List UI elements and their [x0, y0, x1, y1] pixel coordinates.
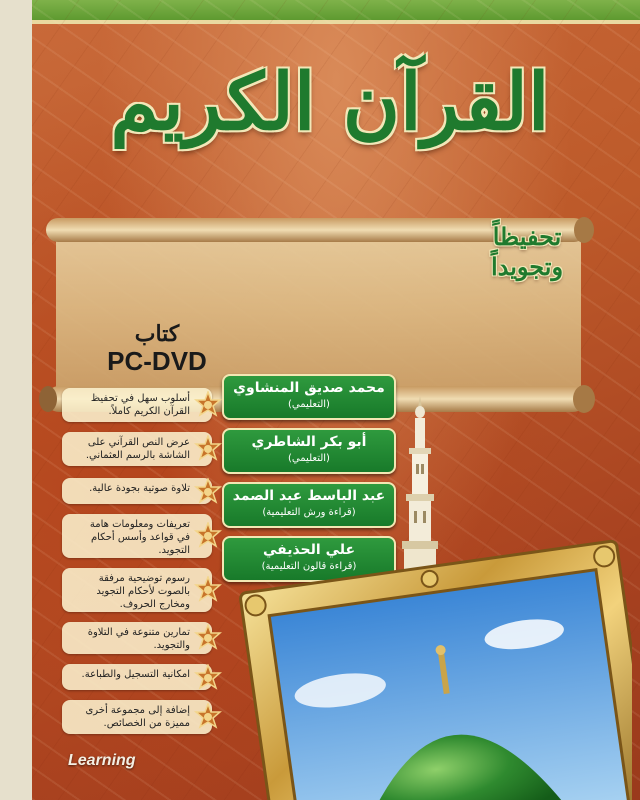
book-cover	[32, 0, 640, 800]
star-ornament-icon	[194, 478, 222, 506]
star-ornament-icon	[194, 664, 222, 692]
feature-item	[62, 478, 222, 504]
book-subtitle	[472, 222, 582, 282]
publisher-logo-text: Learning	[68, 752, 136, 769]
book-label-arabic: كتاب	[134, 321, 180, 346]
reciter-badge	[222, 482, 396, 528]
reciter-name: أبو بكر الشاطري	[251, 434, 367, 450]
feature-item	[62, 432, 222, 466]
feature-text: امكانية التسجيل والطباعة.	[81, 669, 190, 680]
book-title: القرآن الكريم	[110, 57, 550, 148]
reciter-role: (التعليمي)	[288, 399, 330, 410]
subtitle-line-2: وتجويداً	[490, 252, 564, 281]
reciter-badge	[222, 374, 396, 420]
star-ornament-icon	[194, 624, 222, 652]
framed-dome-picture	[228, 528, 632, 800]
feature-item	[62, 514, 222, 558]
book-label-pcdvd: PC-DVD	[107, 346, 207, 377]
star-ornament-icon	[194, 435, 222, 463]
reciter-badge	[222, 428, 396, 474]
feature-item	[62, 388, 222, 422]
star-ornament-icon	[194, 703, 222, 731]
book-format-label	[72, 322, 242, 377]
publisher-logo	[68, 752, 136, 770]
feature-text: عرض النص القرآني على الشاشة بالرسم العثماني.	[85, 437, 190, 461]
subtitle-line-1: تحفيظاً	[492, 222, 562, 251]
reciter-name: محمد صديق المنشاوي	[233, 380, 385, 396]
feature-text: أسلوب سهل في تحفيظ القرآن الكريم كاملاً.	[90, 393, 190, 417]
star-ornament-icon	[194, 522, 222, 550]
feature-text: تعريفات ومعلومات هامة في قواعد وأسس أحكام التجويد.	[89, 519, 190, 556]
star-ornament-icon	[194, 391, 222, 419]
feature-text: تلاوة صوتية بجودة عالية.	[89, 483, 190, 494]
reciter-role: (التعليمي)	[288, 453, 330, 464]
reciter-role: (قراءة ورش التعليمية)	[262, 507, 356, 518]
feature-item	[62, 664, 222, 690]
reciter-name: عبد الباسط عبد الصمد	[232, 488, 386, 504]
feature-item	[62, 568, 222, 612]
feature-text: إضافة إلى مجموعة أخرى مميزة من الخصائص.	[85, 705, 190, 729]
reciter-role: (قراءة قالون التعليمية)	[261, 561, 357, 572]
feature-item	[62, 700, 222, 734]
feature-item	[62, 622, 222, 654]
reciter-name: علي الحذيفي	[262, 542, 356, 558]
feature-text: رسوم توضيحية مرفقة بالصوت لأحكام التجويد ومخارج الحروف.	[96, 573, 190, 610]
feature-text: تمارين متنوعة في التلاوة والتجويد.	[87, 627, 190, 651]
star-ornament-icon	[194, 576, 222, 604]
